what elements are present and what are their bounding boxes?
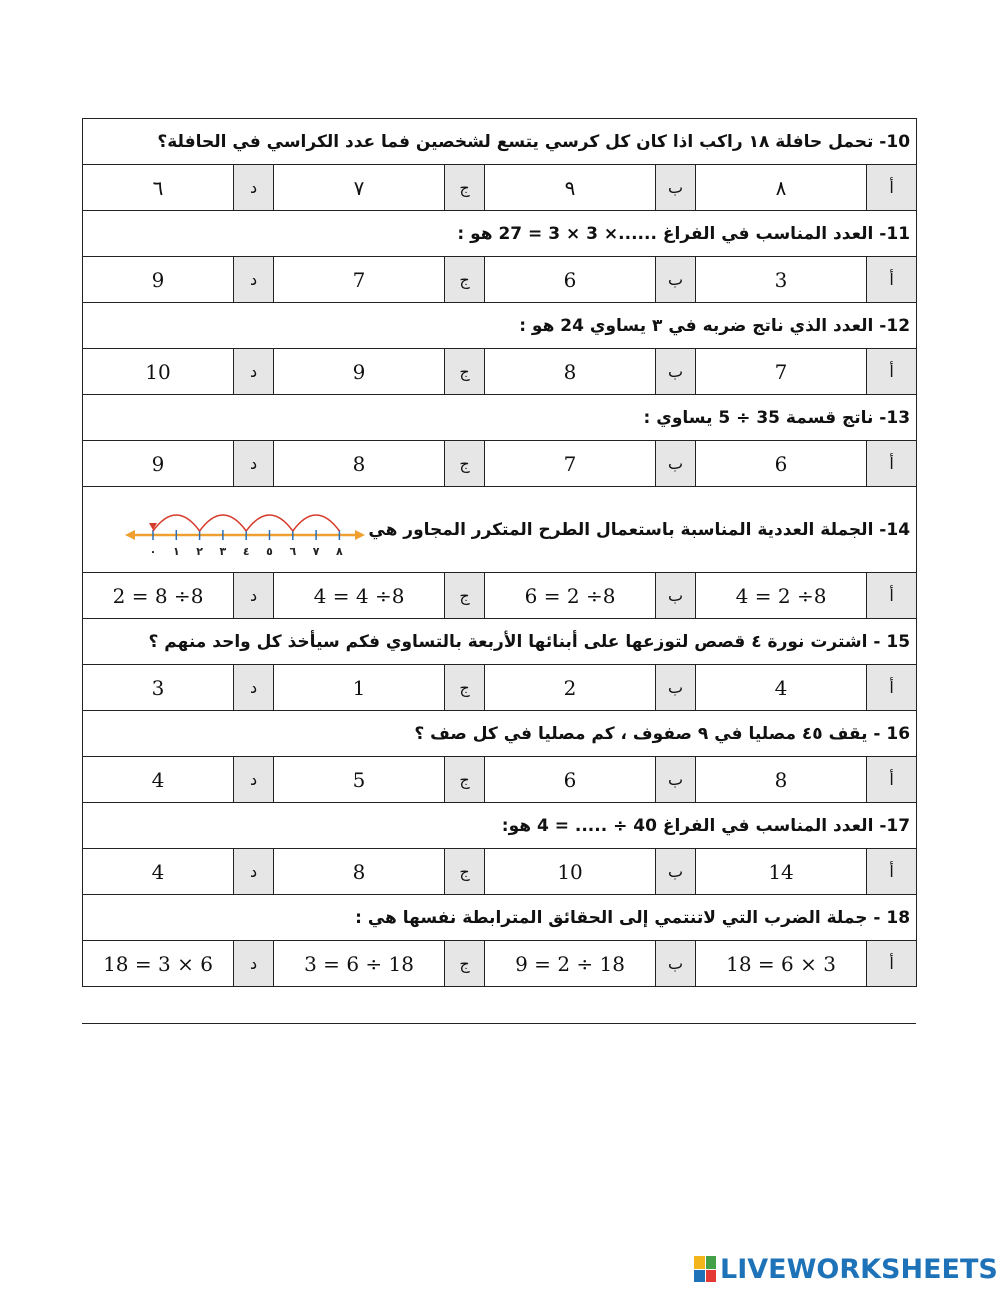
- jump-arc: [200, 515, 247, 531]
- question-text: 10- تحمل حافلة ١٨ راكب اذا كان كل كرسي يتسع لشخصين فما عدد الكراسي في الحافلة؟: [157, 131, 911, 152]
- option-answer[interactable]: 6: [485, 257, 656, 303]
- option-answer[interactable]: 9: [83, 441, 234, 487]
- option-letter: ج: [445, 941, 485, 987]
- options-row: [83, 257, 917, 303]
- option-letter: د: [234, 941, 274, 987]
- option-answer[interactable]: ٦: [83, 165, 234, 211]
- question-row: [83, 303, 917, 349]
- option-letter: أ: [867, 573, 917, 619]
- option-answer[interactable]: 3: [696, 257, 867, 303]
- number-line-tick-label: ٦: [289, 545, 297, 558]
- option-answer[interactable]: 8: [274, 849, 445, 895]
- option-answer[interactable]: 8÷ 8 = 2: [83, 573, 234, 619]
- questions-table: [82, 118, 917, 987]
- option-answer[interactable]: 7: [274, 257, 445, 303]
- question-row: [83, 487, 917, 573]
- number-line-tick-label: ٠: [149, 545, 157, 558]
- option-letter: أ: [867, 441, 917, 487]
- options-row: [83, 573, 917, 619]
- option-answer[interactable]: 10: [83, 349, 234, 395]
- question-text: 11- العدد المناسب في الفراغ ......× 3 × 3 = 27 هو :: [457, 223, 911, 244]
- bottom-rule: [82, 1023, 916, 1024]
- options-row: [83, 941, 917, 987]
- option-letter: أ: [867, 349, 917, 395]
- option-letter: أ: [867, 941, 917, 987]
- option-answer[interactable]: 4: [83, 757, 234, 803]
- logo-text: LIVEWORKSHEETS: [720, 1253, 998, 1285]
- question-row: [83, 395, 917, 441]
- number-line-tick-label: ٨: [336, 545, 343, 558]
- option-letter: ج: [445, 573, 485, 619]
- option-letter: ب: [656, 941, 696, 987]
- option-answer[interactable]: 3 × 6 = 18: [696, 941, 867, 987]
- option-letter: ب: [656, 665, 696, 711]
- option-letter: ج: [445, 349, 485, 395]
- question-text: 18 - جملة الضرب التي لاتنتمي إلى الحقائق المترابطة نفسها هي :: [355, 907, 911, 928]
- option-answer[interactable]: 10: [485, 849, 656, 895]
- jump-arc: [153, 515, 200, 531]
- question-text: 12- العدد الذي ناتج ضربه في ٣ يساوي 24 هو :: [519, 315, 911, 336]
- question-text: 16 - يقف ٤٥ مصليا في ٩ صفوف ، كم مصليا في كل صف ؟: [414, 723, 911, 744]
- option-answer[interactable]: 8: [696, 757, 867, 803]
- option-letter: ج: [445, 441, 485, 487]
- options-row: [83, 165, 917, 211]
- option-letter: ج: [445, 849, 485, 895]
- question-row: [83, 211, 917, 257]
- option-letter: د: [234, 849, 274, 895]
- liveworksheets-logo[interactable]: [694, 1254, 998, 1284]
- number-line-tick-label: ١: [172, 545, 180, 558]
- number-line-tick-label: ٥: [266, 545, 273, 558]
- arrow-right-icon: [355, 530, 365, 540]
- option-letter: ب: [656, 165, 696, 211]
- options-row: [83, 849, 917, 895]
- option-answer[interactable]: 1: [274, 665, 445, 711]
- question-row: [83, 895, 917, 941]
- option-letter: د: [234, 441, 274, 487]
- logo-square: [694, 1256, 705, 1269]
- number-line-tick-label: ٤: [242, 545, 250, 558]
- logo-square: [706, 1270, 717, 1283]
- option-answer[interactable]: ٧: [274, 165, 445, 211]
- question-row: [83, 711, 917, 757]
- question-text: 15 - اشترت نورة ٤ قصص لتوزعها على أبنائها الأربعة بالتساوي فكم سيأخذ كل واحد منهم ؟: [148, 631, 911, 652]
- option-answer[interactable]: 4: [696, 665, 867, 711]
- option-letter: أ: [867, 257, 917, 303]
- options-row: [83, 757, 917, 803]
- option-answer[interactable]: 9: [274, 349, 445, 395]
- question-row: [83, 803, 917, 849]
- question-cell: [83, 119, 917, 165]
- option-answer[interactable]: 4: [83, 849, 234, 895]
- option-letter: أ: [867, 849, 917, 895]
- option-letter: ج: [445, 257, 485, 303]
- option-answer[interactable]: 5: [274, 757, 445, 803]
- option-answer[interactable]: 18 ÷ 6 = 3: [274, 941, 445, 987]
- option-letter: د: [234, 165, 274, 211]
- option-letter: ج: [445, 757, 485, 803]
- arrow-left-icon: [125, 530, 135, 540]
- option-letter: ب: [656, 757, 696, 803]
- option-letter: أ: [867, 665, 917, 711]
- question-row: [83, 619, 917, 665]
- option-answer[interactable]: 14: [696, 849, 867, 895]
- options-row: [83, 441, 917, 487]
- number-line-figure: [123, 495, 373, 565]
- option-letter: د: [234, 665, 274, 711]
- question-cell: [83, 303, 917, 349]
- option-answer[interactable]: 6: [696, 441, 867, 487]
- question-cell: [83, 211, 917, 257]
- option-answer[interactable]: ٩: [485, 165, 656, 211]
- jump-arc: [246, 515, 293, 531]
- option-answer[interactable]: 8÷ 2 = 6: [485, 573, 656, 619]
- question-row: [83, 119, 917, 165]
- question-cell: [83, 487, 917, 573]
- number-line-tick-label: ٢: [196, 545, 203, 558]
- option-letter: ج: [445, 165, 485, 211]
- option-answer[interactable]: 8÷ 2 = 4: [696, 573, 867, 619]
- option-answer[interactable]: 9: [83, 257, 234, 303]
- question-cell: [83, 395, 917, 441]
- option-letter: د: [234, 257, 274, 303]
- logo-square: [694, 1270, 705, 1283]
- logo-square: [706, 1256, 717, 1269]
- option-answer[interactable]: 8: [274, 441, 445, 487]
- option-letter: ب: [656, 441, 696, 487]
- options-row: [83, 349, 917, 395]
- option-letter: ب: [656, 573, 696, 619]
- question-text: 17- العدد المناسب في الفراغ 40 ÷ ..... = 4 هو:: [501, 815, 911, 836]
- jump-arc: [293, 515, 340, 531]
- logo-mark-icon: [694, 1256, 716, 1282]
- question-cell: [83, 619, 917, 665]
- question-cell: [83, 803, 917, 849]
- option-answer[interactable]: 8÷ 4 = 4: [274, 573, 445, 619]
- number-line-tick-label: ٣: [219, 545, 227, 558]
- question-text: 14- الجملة العددية المناسبة باستعمال الطرح المتكرر المجاور هي: [368, 519, 911, 540]
- option-letter: ب: [656, 349, 696, 395]
- option-letter: ج: [445, 665, 485, 711]
- option-answer[interactable]: 7: [696, 349, 867, 395]
- option-letter: د: [234, 757, 274, 803]
- question-cell: [83, 895, 917, 941]
- option-answer[interactable]: 7: [485, 441, 656, 487]
- question-text: 13- ناتج قسمة 35 ÷ 5 يساوي :: [643, 407, 911, 428]
- option-letter: أ: [867, 165, 917, 211]
- option-answer[interactable]: 18 ÷ 2 = 9: [485, 941, 656, 987]
- option-letter: د: [234, 573, 274, 619]
- number-line-svg: [123, 495, 373, 565]
- option-answer[interactable]: 8: [485, 349, 656, 395]
- option-answer[interactable]: ٨: [696, 165, 867, 211]
- option-answer[interactable]: 6 × 3 = 18: [83, 941, 234, 987]
- option-answer[interactable]: 3: [83, 665, 234, 711]
- option-letter: ب: [656, 257, 696, 303]
- option-letter: ب: [656, 849, 696, 895]
- options-row: [83, 665, 917, 711]
- question-cell: [83, 711, 917, 757]
- option-letter: د: [234, 349, 274, 395]
- number-line-tick-label: ٧: [312, 545, 320, 558]
- option-answer[interactable]: 2: [485, 665, 656, 711]
- option-letter: أ: [867, 757, 917, 803]
- option-answer[interactable]: 6: [485, 757, 656, 803]
